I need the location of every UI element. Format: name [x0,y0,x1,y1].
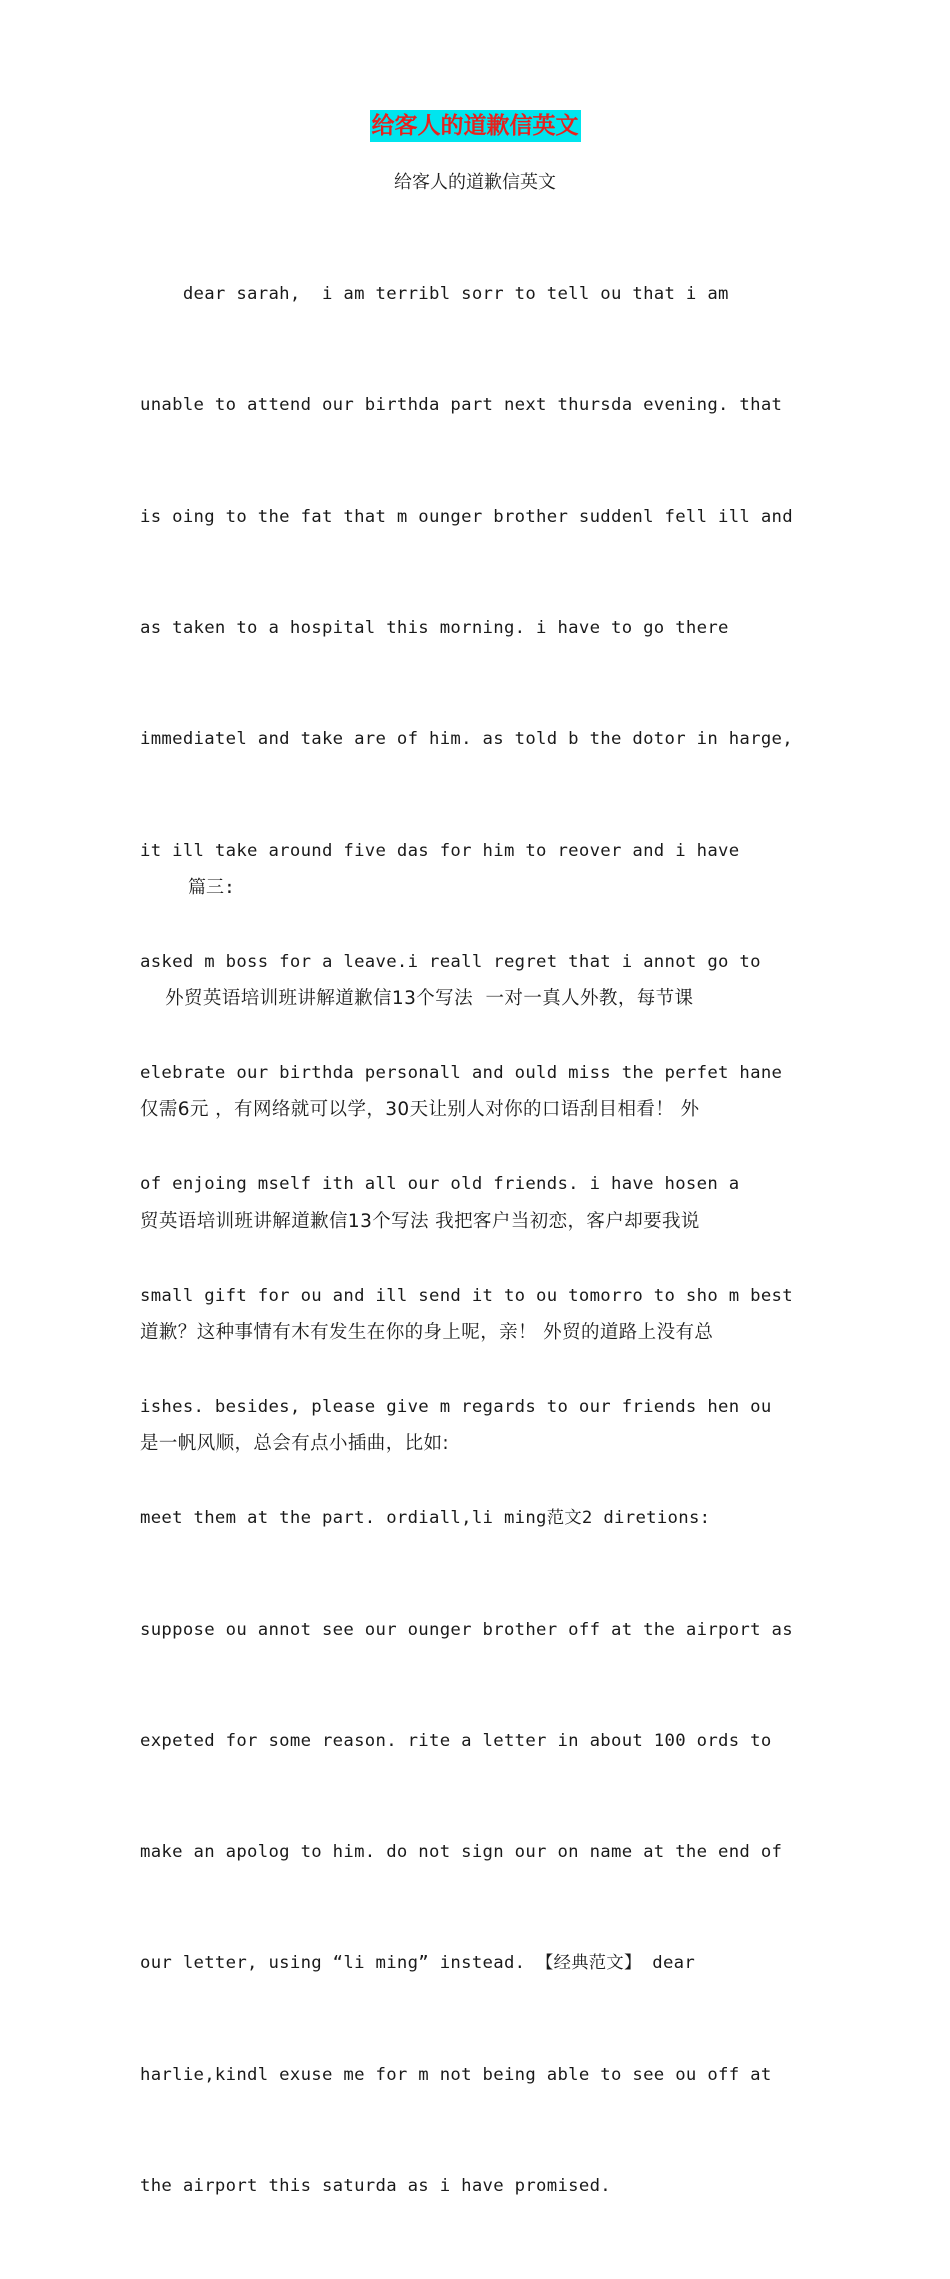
chinese-paragraph [140,906,820,1537]
text-line: is oing to the fat that m ounger brother suddenl fell ill and [140,506,793,527]
text-line: 是一帆风顺，总会有点小插曲，比如: [140,1433,450,1455]
text-line: suppose ou annot see our ounger brother off at the airport as [140,1619,793,1640]
text-line: 贸英语培训班讲解道歉信13个写法 我把客户当初恋，客户却要我说 [140,1210,700,1232]
text-line: asked m boss for a leave.i reall regret that i annot go to [140,951,761,972]
text-line: 外贸英语培训班讲解道歉信13个写法 一对一真人外教，每节课 [140,988,694,1010]
text-line: harlie,kindl exuse me for m not being able to see ou off at [140,2064,772,2085]
text-line: meet them at the part. ordiall,li ming范文2 diretions: [140,1508,711,1529]
text-line: the airport this saturda as i have promised. [140,2175,611,2196]
text-line: it ill take around five das for him to reover and i have [140,840,740,861]
document-title: 给客人的道歉信英文 [370,110,581,142]
section-heading: 篇三: [188,877,235,898]
text-line: of enjoing mself ith all our old friends. i have hosen a [140,1174,740,1195]
text-line: 道歉？这种事情有木有发生在你的身上呢，亲！ 外贸的道路上没有总 [140,1322,714,1344]
text-line: dear sarah, i am terribl sorr to tell ou that i am [140,284,729,305]
text-line: elebrate our birthda personall and ould miss the perfet hane [140,1063,783,1084]
text-line: our letter, using “li ming” instead. 【经典范文】 dear [140,1953,696,1974]
text-line: 仅需6元 ，有网络就可以学，30天让别人对你的口语刮目相看！ 外 [140,1099,700,1121]
document-subtitle: 给客人的道歉信英文 [394,172,556,193]
title-container [0,110,950,142]
text-line: make an apolog to him. do not sign our on name at the end of [140,1842,783,1863]
text-line: immediatel and take are of him. as told b the dotor in harge, [140,729,793,750]
text-line: as taken to a hospital this morning. i have to go there [140,618,729,639]
text-line: unable to attend our birthda part next thursda evening. that [140,395,783,416]
text-line: small gift for ou and ill send it to ou tomorro to sho m best [140,1285,793,1306]
text-line: expeted for some reason. rite a letter in about 100 ords to [140,1730,772,1751]
text-line: ishes. besides, please give m regards to our friends hen ou [140,1397,772,1417]
